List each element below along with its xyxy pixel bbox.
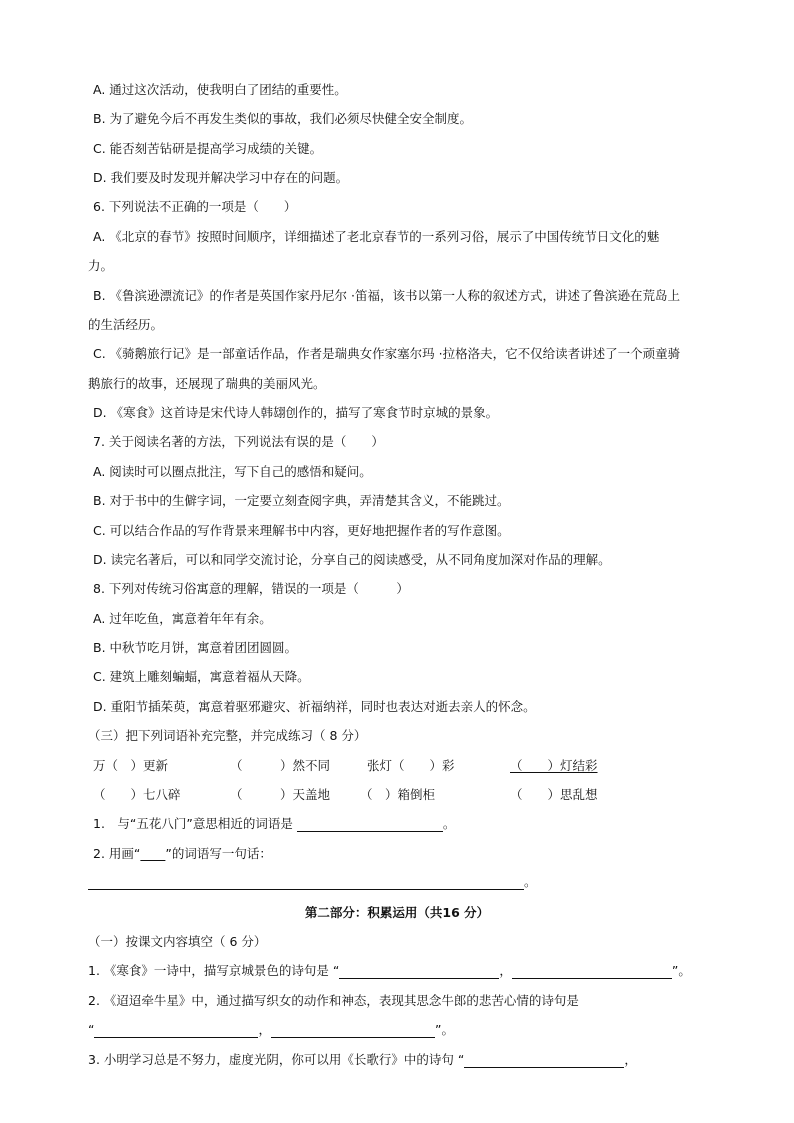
fill-question-2-open: “: [88, 1022, 95, 1037]
exercise-2-answer-line: [88, 874, 537, 890]
word-item-1[interactable]: 万（ ）更新: [93, 758, 169, 773]
option-5b: B. 为了避免今后不再发生类似的事故，我们必须尽快健全安全制度。: [93, 111, 473, 126]
section-3-heading: （三）把下列词语补充完整，并完成练习（ 8 分）: [88, 728, 367, 743]
fill-question-2-blank-b[interactable]: [271, 1024, 435, 1038]
fill-question-1-text: 1. 《寒食》一诗中，描写京城景色的诗句是 “: [88, 963, 340, 978]
fill-question-2-sep: ，: [258, 1022, 271, 1037]
option-5d: D. 我们要及时发现并解决学习中存在的问题。: [93, 170, 349, 185]
exercise-2: [93, 846, 272, 862]
fill-question-2-answer: [88, 1022, 454, 1038]
fill-question-3-end: ，: [624, 1052, 637, 1067]
fill-question-3-blank[interactable]: [464, 1054, 624, 1068]
word-item-3[interactable]: 张灯（ ）彩: [367, 758, 455, 773]
word-item-7[interactable]: （ ）箱倒柜: [360, 787, 436, 802]
word-item-4[interactable]: （ ）灯结彩: [510, 758, 598, 773]
fill-question-1-blank-b[interactable]: [512, 965, 672, 979]
fill-question-2: 2. 《迢迢牵牛星》中，通过描写织女的动作和神态，表现其思念牛郎的悲苦心情的诗句是: [88, 993, 579, 1008]
question-8: 8. 下列对传统习俗寓意的理解，错误的一项是（ ）: [93, 581, 409, 596]
option-8b: B. 中秋节吃月饼，寓意着团团圆圆。: [93, 640, 298, 655]
question-7: 7. 关于阅读名著的方法，下列说法有误的是（ ）: [93, 434, 384, 449]
option-6c-cont: 鹅旅行的故事，还展现了瑞典的美丽风光。: [88, 376, 326, 391]
option-6c: C. 《骑鹅旅行记》是一部童话作品，作者是瑞典女作家塞尔玛 ·拉格洛夫，它不仅给读者讲述了一个顽童骑: [93, 346, 681, 361]
fill-question-2-end: ”。: [435, 1022, 454, 1037]
option-8d: D. 重阳节插茱萸，寓意着驱邪避灾、祈福纳祥，同时也表达对逝去亲人的怀念。: [93, 699, 536, 714]
exercise-2-suffix: ”的词语写一句话：: [165, 846, 272, 861]
option-8c: C. 建筑上雕刻蝙蝠，寓意着福从天降。: [93, 669, 310, 684]
option-5c: C. 能否刻苦钻研是提高学习成绩的关键。: [93, 141, 323, 156]
exercise-2-blank[interactable]: [88, 876, 524, 890]
fill-question-3: [88, 1052, 637, 1068]
fill-question-1-sep: ，: [499, 963, 512, 978]
fill-question-1: [88, 963, 691, 979]
option-5a: A. 通过这次活动，使我明白了团结的重要性。: [93, 82, 347, 97]
exercise-1: [93, 816, 455, 832]
exercise-2-prefix: 2. 用画“: [93, 846, 141, 861]
exercise-1-end: 。: [442, 816, 456, 831]
exercise-1-prompt: 1. 与“五花八门”意思相近的词语是: [93, 816, 293, 831]
option-6b-cont: 的生活经历。: [88, 317, 164, 332]
option-7c: C. 可以结合作品的写作背景来理解书中内容，更好地把握作者的写作意图。: [93, 523, 510, 538]
option-7b: B. 对于书中的生僻字词，一定要立刻查阅字典，弄清楚其含义，不能跳过。: [93, 493, 510, 508]
exercise-2-end: 。: [524, 874, 537, 889]
fill-question-2-blank-a[interactable]: [94, 1024, 258, 1038]
option-6b: B. 《鲁滨逊漂流记》的作者是英国作家丹尼尔 ·笛福，该书以第一人称的叙述方式，讲述了鲁滨逊在荒岛上: [93, 288, 680, 303]
part-2-title: 第二部分：积累运用（共16 分）: [304, 905, 490, 920]
question-6: 6. 下列说法不正确的一项是（ ）: [93, 199, 297, 214]
word-item-8[interactable]: （ ）思乱想: [510, 787, 598, 802]
word-item-6[interactable]: （ ）天盖地: [230, 787, 331, 802]
option-6a-cont: 力。: [88, 258, 114, 273]
fill-question-1-end: ”。: [671, 963, 691, 978]
option-7d: D. 读完名著后，可以和同学交流讨论，分享自己的阅读感受，从不同角度加深对作品的理解。: [93, 552, 611, 567]
option-7a: A. 阅读时可以圈点批注，写下自己的感悟和疑问。: [93, 464, 372, 479]
word-item-2[interactable]: （ ）然不同: [230, 758, 331, 773]
exercise-2-mark: [140, 846, 165, 861]
option-8a: A. 过年吃鱼，寓意着年年有余。: [93, 611, 272, 626]
fill-question-1-blank-a[interactable]: [339, 965, 499, 979]
exercise-1-blank[interactable]: [297, 818, 443, 832]
part-2-sub-1: （一）按课文内容填空（ 6 分）: [88, 934, 267, 949]
word-item-5[interactable]: （ ）七八碎: [93, 787, 181, 802]
option-6a: A. 《北京的春节》按照时间顺序，详细描述了老北京春节的一系列习俗，展示了中国传统节日文化的魅: [93, 229, 660, 244]
fill-question-3-text: 3. 小明学习总是不努力，虚度光阴，你可以用《长歌行》中的诗句 “: [88, 1052, 465, 1067]
option-6d: D. 《寒食》这首诗是宋代诗人韩翃创作的，描写了寒食节时京城的景象。: [93, 405, 499, 420]
